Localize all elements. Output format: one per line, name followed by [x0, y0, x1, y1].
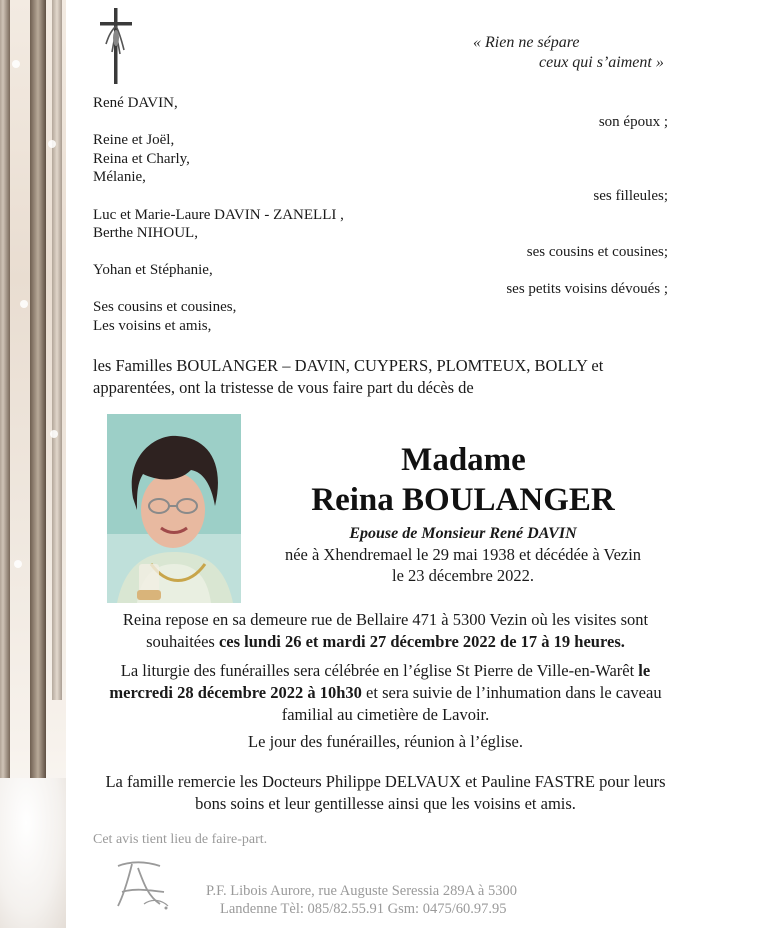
- relation-label: ses petits voisins dévoués ;: [506, 281, 668, 297]
- liturgy-datetime: le mercredi 28 décembre 2022 à 10h30: [109, 661, 651, 702]
- mourner-line: Reine et Joël,: [93, 132, 175, 148]
- footer-contact: Landenne Tèl: 085/82.55.91 Gsm: 0475/60.97.95: [220, 901, 507, 917]
- liturgy-text: La liturgie des funérailles sera célébrée en l’église St Pierre de Ville-en-Warêt: [120, 661, 635, 680]
- winter-forest-strip: [0, 0, 66, 928]
- mourner-line: Mélanie,: [93, 169, 146, 185]
- death-date-line: le 23 décembre 2022.: [391, 566, 535, 585]
- visits-text: Reina repose en sa demeure rue de Bellaire 471 à 5300 Vezin où les visites sont souhaitées: [122, 610, 649, 651]
- reunion-line: Le jour des funérailles, réunion à l’église.: [248, 732, 523, 751]
- snowflake: [20, 300, 28, 308]
- snowflake: [48, 140, 56, 148]
- mourner-line: Berthe NIHOUL,: [93, 225, 198, 241]
- deceased-title: Madame: [401, 442, 526, 478]
- visits-dates: ces lundi 26 et mardi 27 décembre 2022 de 17 à 19 heures.: [218, 632, 625, 651]
- epigraph-line-1: « Rien ne sépare: [473, 34, 580, 51]
- mourner-line: Les voisins et amis,: [93, 318, 212, 334]
- mourner-line: Yohan et Stéphanie,: [93, 262, 213, 278]
- mourner-line: René DAVIN,: [93, 95, 178, 111]
- portrait-photo: [107, 414, 241, 603]
- visits-paragraph: [93, 609, 678, 653]
- notice-line: Cet avis tient lieu de faire-part.: [93, 832, 268, 847]
- mourner-line: Reina et Charly,: [93, 151, 190, 167]
- relation-label: ses filleules;: [593, 188, 668, 204]
- footer-address: P.F. Libois Aurore, rue Auguste Seressia 289A à 5300: [206, 883, 517, 899]
- funeral-home-logo-icon: [108, 858, 174, 914]
- snowflake: [14, 560, 22, 568]
- relation-label: ses cousins et cousines;: [526, 244, 668, 260]
- mourner-line: Ses cousins et cousines,: [93, 299, 237, 315]
- snowflake: [50, 430, 58, 438]
- tree-trunk: [30, 0, 46, 790]
- liturgy-paragraph: [93, 660, 678, 726]
- crucifix-icon: [98, 8, 134, 84]
- birth-death-line: née à Xhendremael le 29 mai 1938 et décédée à Vezin: [284, 545, 642, 564]
- families-announcement: les Familles BOULANGER – DAVIN, CUYPERS, PLOMTEUX, BOLLY et apparentées, ont la tristesse de vous faire part du décès de: [93, 356, 604, 397]
- epigraph-line-2: ceux qui s’aiment »: [539, 54, 664, 71]
- deceased-name: Reina BOULANGER: [311, 482, 615, 518]
- thanks-paragraph: La famille remercie les Docteurs Philippe DELVAUX et Pauline FASTRE pour leurs bons soins et leur gentillesse ainsi que les voisins et amis.: [105, 772, 666, 813]
- spouse-line: Epouse de Monsieur René DAVIN: [349, 525, 577, 542]
- snowflake: [12, 60, 20, 68]
- portrait-illustration: [107, 414, 241, 603]
- liturgy-burial: et sera suivie de l’inhumation dans le caveau familial au cimetière de Lavoir.: [281, 683, 662, 724]
- relation-label: son époux ;: [598, 114, 668, 130]
- snow-ground: [0, 778, 66, 928]
- tree-trunk: [52, 0, 62, 700]
- mourner-line: Luc et Marie-Laure DAVIN - ZANELLI ,: [93, 207, 344, 223]
